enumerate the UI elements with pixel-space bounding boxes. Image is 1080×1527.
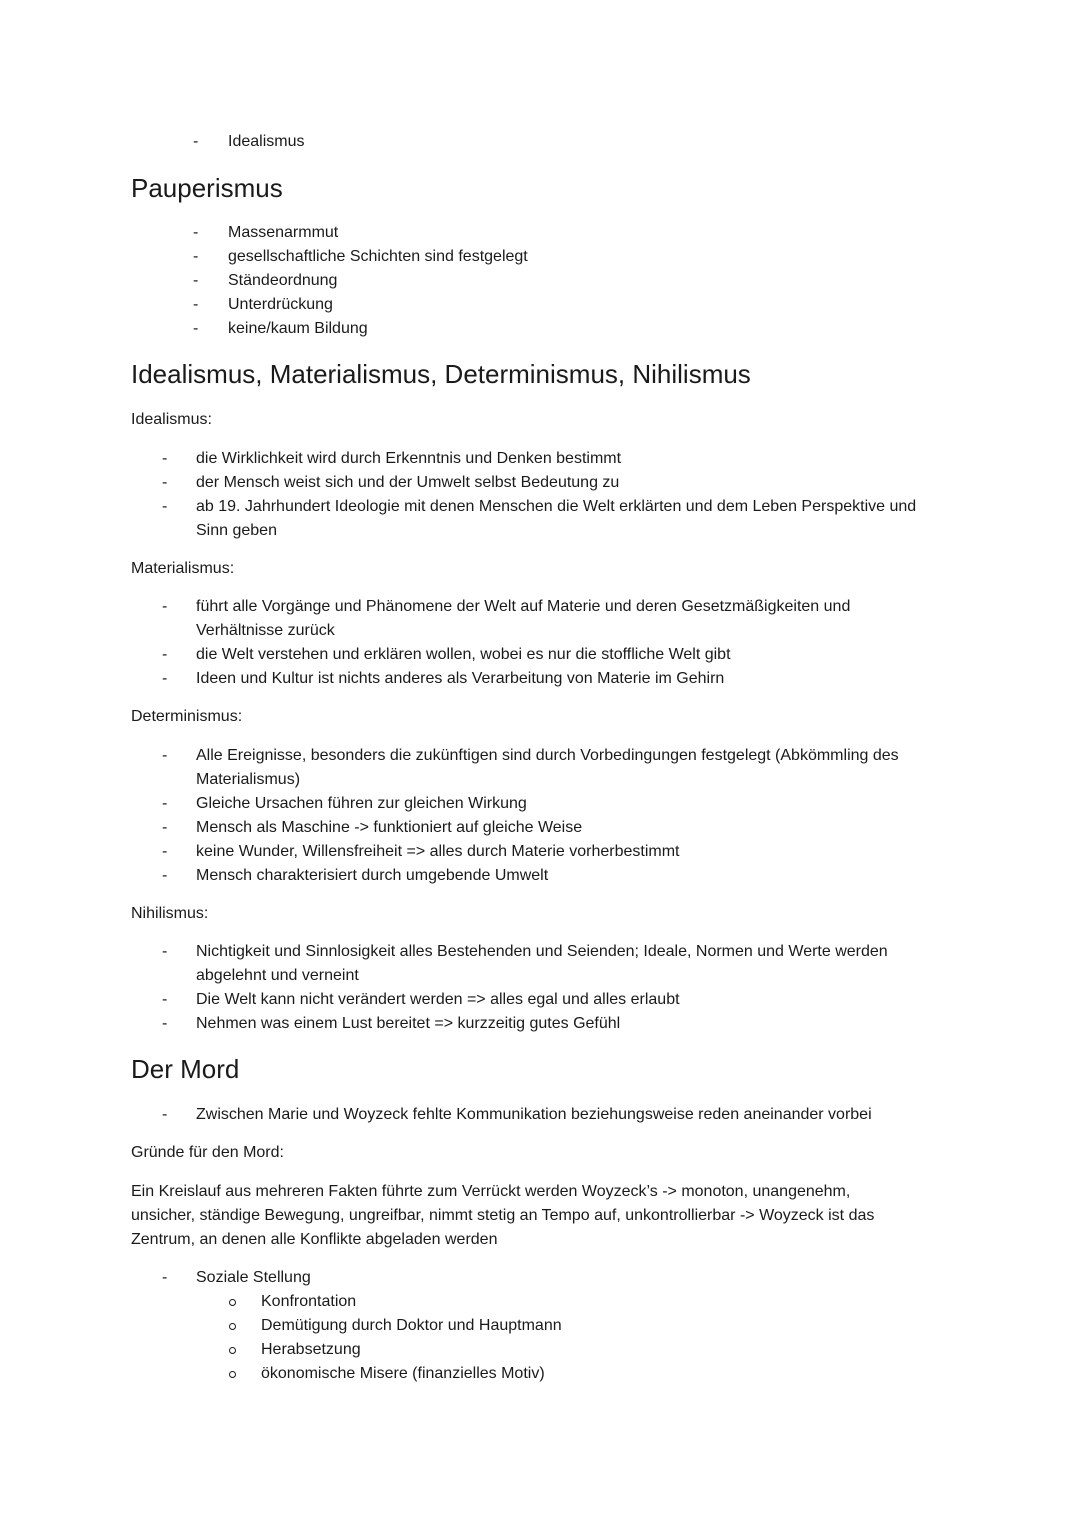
list-item: Mensch charakterisiert durch umgebende Umwelt: [196, 867, 549, 884]
sub-list-item: Konfrontation: [261, 1293, 357, 1310]
list-item-continuation: Verhältnisse zurück: [196, 622, 335, 639]
list-item: Ständeordnung: [228, 272, 338, 289]
list-item: Die Welt kann nicht verändert werden => alles egal und alles erlaubt: [196, 991, 680, 1008]
list-dash: -: [162, 1269, 168, 1286]
list-item: die Welt verstehen und erklären wollen, wobei es nur die stoffliche Welt gibt: [196, 646, 731, 663]
list-dash: -: [162, 598, 168, 615]
list-dash: -: [162, 670, 168, 687]
list-item: führt alle Vorgänge und Phänomene der Welt auf Materie und deren Gesetzmäßigkeiten und: [196, 598, 851, 615]
list-dash: -: [193, 272, 199, 289]
list-item: Ideen und Kultur ist nichts anderes als Verarbeitung von Materie im Gehirn: [196, 670, 725, 687]
sub-list-item: ökonomische Misere (finanzielles Motiv): [261, 1365, 545, 1382]
list-item: der Mensch weist sich und der Umwelt selbst Bedeutung zu: [196, 474, 620, 491]
paragraph-line: Zentrum, an denen alle Konflikte abgeladen werden: [131, 1231, 498, 1248]
list-dash: -: [193, 296, 199, 313]
sub-list-item: Demütigung durch Doktor und Hauptmann: [261, 1317, 562, 1334]
sub-list-item: Herabsetzung: [261, 1341, 361, 1358]
paragraph-line: unsicher, ständige Bewegung, ungreifbar, nimmt stetig an Tempo auf, unkontrollierbar -> Woyzeck ist das: [131, 1207, 875, 1224]
list-item: keine Wunder, Willensfreiheit => alles durch Materie vorherbestimmt: [196, 843, 680, 860]
list-item: die Wirklichkeit wird durch Erkenntnis und Denken bestimmt: [196, 450, 622, 467]
list-item-continuation: abgelehnt und verneint: [196, 967, 359, 984]
list-dash: -: [162, 646, 168, 663]
list-item: Nichtigkeit und Sinnlosigkeit alles Bestehenden und Seienden; Ideale, Normen und Werte werden: [196, 943, 888, 960]
list-dash: -: [162, 819, 168, 836]
label-gruende: Gründe für den Mord:: [131, 1144, 284, 1161]
heading-pauperismus: Pauperismus: [131, 173, 283, 203]
list-item: Gleiche Ursachen führen zur gleichen Wirkung: [196, 795, 527, 812]
list-dash: -: [162, 991, 168, 1008]
list-dash: -: [193, 224, 199, 241]
list-item: keine/kaum Bildung: [228, 320, 368, 337]
list-item: gesellschaftliche Schichten sind festgelegt: [228, 248, 528, 265]
label-determinismus: Determinismus:: [131, 708, 243, 725]
list-dash: -: [162, 843, 168, 860]
list-dash: -: [162, 1106, 168, 1123]
list-item: Massenarmmut: [228, 224, 339, 241]
list-item: Nehmen was einem Lust bereitet => kurzzeitig gutes Gefühl: [196, 1015, 621, 1032]
list-dash: -: [162, 943, 168, 960]
circle-bullet-icon: [229, 1299, 236, 1306]
list-item: Mensch als Maschine -> funktioniert auf gleiche Weise: [196, 819, 583, 836]
heading-philosophie: Idealismus, Materialismus, Determinismus, Nihilismus: [131, 359, 751, 389]
list-item: Alle Ereignisse, besonders die zukünftigen sind durch Vorbedingungen festgelegt (Abkömmling des: [196, 747, 899, 764]
list-dash: -: [193, 248, 199, 265]
list-item: Unterdrückung: [228, 296, 333, 313]
list-dash: -: [162, 450, 168, 467]
circle-bullet-icon: [229, 1371, 236, 1378]
list-dash: -: [162, 474, 168, 491]
label-idealismus: Idealismus:: [131, 411, 212, 428]
list-item: Zwischen Marie und Woyzeck fehlte Kommunikation beziehungsweise reden aneinander vorbei: [196, 1106, 872, 1123]
label-materialismus: Materialismus:: [131, 560, 235, 577]
list-dash: -: [162, 795, 168, 812]
list-item: Idealismus: [228, 133, 305, 150]
list-item: ab 19. Jahrhundert Ideologie mit denen Menschen die Welt erklärten und dem Leben Perspektive und: [196, 498, 917, 515]
list-item-continuation: Sinn geben: [196, 522, 277, 539]
list-dash: -: [162, 867, 168, 884]
list-item: Soziale Stellung: [196, 1269, 311, 1286]
label-nihilismus: Nihilismus:: [131, 905, 209, 922]
list-dash: -: [193, 320, 199, 337]
circle-bullet-icon: [229, 1323, 236, 1330]
list-dash: -: [162, 1015, 168, 1032]
list-dash: -: [162, 747, 168, 764]
heading-mord: Der Mord: [131, 1054, 240, 1084]
list-item-continuation: Materialismus): [196, 771, 301, 788]
paragraph-line: Ein Kreislauf aus mehreren Fakten führte zum Verrückt werden Woyzeck’s -> monoton, unangenehm,: [131, 1183, 851, 1200]
circle-bullet-icon: [229, 1347, 236, 1354]
list-dash: -: [193, 133, 199, 150]
list-dash: -: [162, 498, 168, 515]
